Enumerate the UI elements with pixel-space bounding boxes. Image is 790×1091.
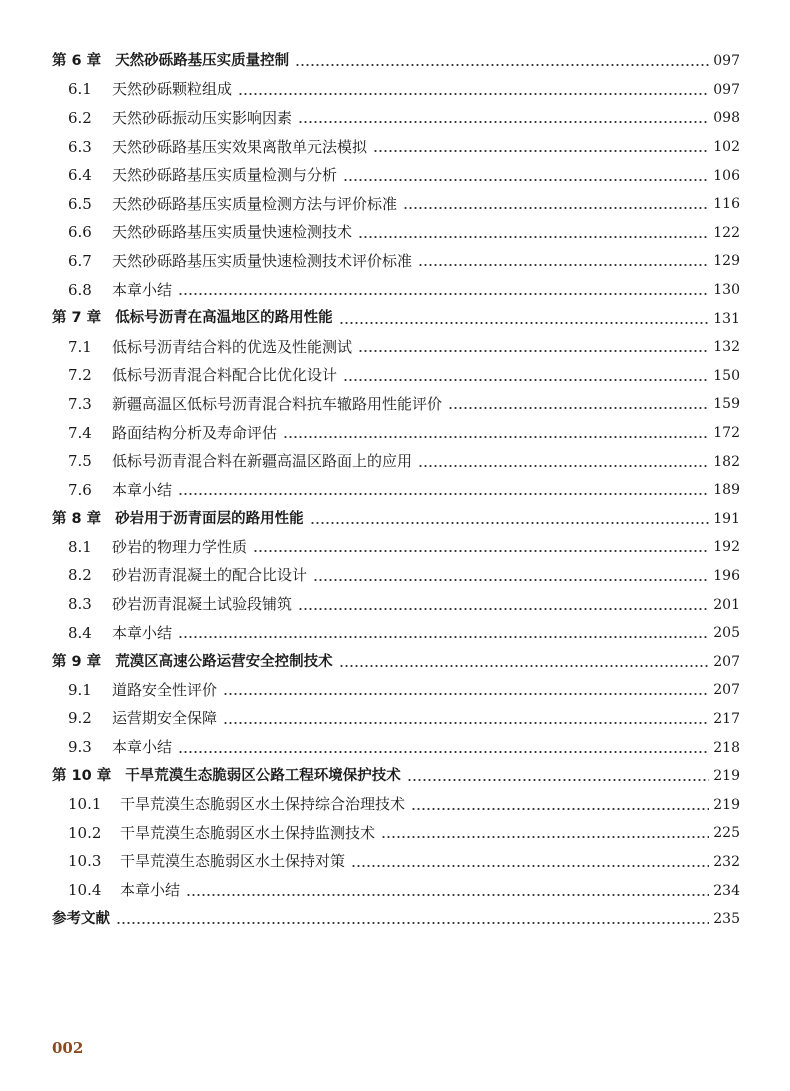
toc-entry-title: 天然砂砾振动压实影响因素 — [112, 108, 293, 127]
toc-section-entry — [52, 533, 740, 562]
toc-entry-page: 106 — [713, 167, 740, 184]
toc-entry-page: 234 — [713, 882, 740, 899]
toc-entry-number: 7.3 — [68, 394, 92, 413]
toc-entry-page: 150 — [713, 367, 740, 384]
toc-entry-number: 10.1 — [68, 795, 102, 814]
toc-entry-title: 砂岩的物理力学性质 — [112, 537, 248, 556]
toc-entry-title: 天然砂砾路基压实质量检测方法与评价标准 — [112, 194, 398, 213]
toc-entry-number: 6.6 — [68, 223, 92, 242]
toc-entry-page: 205 — [713, 625, 740, 642]
toc-entry-title: 荒漠区高速公路运营安全控制技术 — [115, 653, 333, 670]
dot-leader — [381, 835, 709, 839]
toc-section-entry — [52, 676, 740, 705]
toc-entry-page: 132 — [713, 339, 740, 356]
dot-leader — [373, 149, 709, 153]
toc-entry-page: 192 — [713, 539, 740, 556]
toc-entry-page: 131 — [713, 310, 740, 327]
toc-entry-page: 130 — [713, 282, 740, 299]
toc-section-entry — [52, 190, 740, 219]
dot-leader — [295, 63, 709, 67]
toc-section-entry — [52, 590, 740, 619]
toc-chapter-entry — [52, 47, 740, 76]
toc-entry-title: 干旱荒漠生态脆弱区公路工程环境保护技术 — [125, 767, 401, 784]
toc-entry-page: 201 — [713, 596, 740, 613]
toc-entry-page: 097 — [713, 81, 740, 98]
dot-leader — [411, 807, 709, 811]
dot-leader — [358, 349, 709, 353]
toc-entry-title: 天然砂砾路基压实质量快速检测技术评价标准 — [112, 251, 413, 270]
dot-leader — [358, 235, 709, 239]
dot-leader — [418, 263, 709, 267]
dot-leader — [310, 521, 710, 525]
toc-entry-page: 172 — [713, 425, 740, 442]
toc-entry-title: 天然砂砾路基压实质量检测与分析 — [112, 166, 338, 185]
toc-entry-page: 129 — [713, 253, 740, 270]
dot-leader — [448, 406, 709, 410]
toc-entry-number: 10.4 — [68, 881, 102, 900]
toc-entry-page: 219 — [713, 768, 740, 785]
toc-section-entry — [52, 562, 740, 591]
toc-entry-title: 干旱荒漠生态脆弱区水土保持对策 — [120, 852, 346, 871]
toc-entry-number: 7.6 — [68, 480, 92, 499]
toc-entry-page: 159 — [713, 396, 740, 413]
toc-entry-page: 122 — [713, 224, 740, 241]
toc-entry-title: 天然砂砾颗粒组成 — [112, 80, 233, 99]
toc-section-entry — [52, 476, 740, 505]
toc-entry-page: 218 — [713, 739, 740, 756]
toc-section-entry — [52, 333, 740, 362]
toc-entry-title: 本章小结 — [112, 480, 173, 499]
toc-entry-page: 207 — [713, 653, 740, 670]
dot-leader — [178, 492, 709, 496]
toc-entry-number: 8.4 — [68, 623, 92, 642]
dot-leader — [418, 464, 709, 468]
toc-entry-title: 本章小结 — [112, 280, 173, 299]
toc-entry-title: 天然砂砾路基压实质量快速检测技术 — [112, 223, 353, 242]
dot-leader — [186, 893, 709, 897]
toc-entry-number: 8.2 — [68, 566, 92, 585]
toc-section-entry — [52, 390, 740, 419]
toc-entry-title: 低标号沥青在高温地区的路用性能 — [115, 310, 333, 327]
dot-leader — [403, 206, 709, 210]
toc-entry-title: 本章小结 — [112, 623, 173, 642]
toc-entry-title: 新疆高温区低标号沥青混合料抗车辙路用性能评价 — [112, 394, 443, 413]
toc-entry-number: 7.2 — [68, 366, 92, 385]
toc-entry-page: 207 — [713, 682, 740, 699]
dot-leader — [223, 721, 709, 725]
toc-entry-title: 路面结构分析及寿命评估 — [112, 423, 278, 442]
toc-entry-number: 第 9 章 — [52, 653, 102, 670]
toc-entry-page: 116 — [713, 196, 740, 213]
dot-leader — [339, 664, 710, 668]
toc-entry-title: 本章小结 — [120, 881, 181, 900]
toc-entry-page: 219 — [713, 796, 740, 813]
toc-chapter-entry — [52, 505, 740, 534]
toc-entry-title: 参考文献 — [52, 910, 110, 927]
toc-entry-number: 6.4 — [68, 166, 92, 185]
toc-entry-number: 6.2 — [68, 108, 92, 127]
toc-section-entry — [52, 76, 740, 105]
toc-section-entry — [52, 219, 740, 248]
toc-entry-number: 9.3 — [68, 738, 92, 757]
dot-leader — [178, 750, 709, 754]
toc-entry-title: 天然砂砾路基压实质量控制 — [115, 53, 290, 70]
toc-entry-page: 217 — [713, 710, 740, 727]
toc-section-entry — [52, 705, 740, 734]
dot-leader — [253, 549, 709, 553]
toc-section-entry — [52, 161, 740, 190]
toc-entry-number: 6.1 — [68, 80, 92, 99]
toc-chapter-entry — [52, 905, 740, 934]
dot-leader — [407, 778, 709, 782]
toc-entry-number: 6.5 — [68, 194, 92, 213]
toc-chapter-entry — [52, 762, 740, 791]
toc-entry-title: 干旱荒漠生态脆弱区水土保持监测技术 — [120, 823, 376, 842]
toc-entry-title: 干旱荒漠生态脆弱区水土保持综合治理技术 — [120, 795, 406, 814]
toc-entry-number: 8.3 — [68, 595, 92, 614]
toc-chapter-entry — [52, 647, 740, 676]
toc-entry-number: 6.8 — [68, 280, 92, 299]
toc-entry-page: 102 — [713, 139, 740, 156]
toc-entry-title: 运营期安全保障 — [112, 709, 218, 728]
toc-entry-title: 低标号沥青结合料的优选及性能测试 — [112, 337, 353, 356]
toc-entry-page: 097 — [713, 53, 740, 70]
toc-entry-number: 第 6 章 — [52, 53, 102, 70]
dot-leader — [313, 578, 709, 582]
toc-section-entry — [52, 619, 740, 648]
dot-leader — [343, 378, 709, 382]
toc-entry-title: 天然砂砾路基压实效果离散单元法模拟 — [112, 137, 368, 156]
toc-entry-number: 10.2 — [68, 823, 102, 842]
toc-entry-title: 本章小结 — [112, 738, 173, 757]
dot-leader — [178, 292, 709, 296]
dot-leader — [351, 864, 709, 868]
toc-entry-title: 砂岩沥青混凝土试验段铺筑 — [112, 595, 293, 614]
toc-entry-page: 182 — [713, 453, 740, 470]
dot-leader — [116, 921, 709, 925]
toc-entry-page: 189 — [713, 482, 740, 499]
toc-section-entry — [52, 247, 740, 276]
dot-leader — [298, 607, 709, 611]
dot-leader — [283, 435, 709, 439]
toc-entry-title: 低标号沥青混合料配合比优化设计 — [112, 366, 338, 385]
toc-entry-number: 第 10 章 — [52, 767, 112, 784]
toc-entry-page: 235 — [713, 911, 740, 928]
toc-entry-page: 196 — [713, 567, 740, 584]
toc-section-entry — [52, 848, 740, 877]
toc-section-entry — [52, 276, 740, 305]
toc-section-entry — [52, 876, 740, 905]
toc-section-entry — [52, 104, 740, 133]
toc-entry-number: 9.2 — [68, 709, 92, 728]
toc-entry-title: 砂岩用于沥青面层的路用性能 — [115, 510, 304, 527]
toc-section-entry — [52, 447, 740, 476]
toc-entry-number: 第 7 章 — [52, 310, 102, 327]
toc-entry-number: 8.1 — [68, 537, 92, 556]
dot-leader — [339, 321, 710, 325]
toc-entry-number: 第 8 章 — [52, 510, 102, 527]
toc-entry-number: 7.4 — [68, 423, 92, 442]
toc-entry-number: 6.7 — [68, 251, 92, 270]
toc-entry-page: 225 — [713, 825, 740, 842]
dot-leader — [298, 120, 709, 124]
toc-entry-title: 低标号沥青混合料在新疆高温区路面上的应用 — [112, 452, 413, 471]
toc-entry-number: 6.3 — [68, 137, 92, 156]
toc-section-entry — [52, 133, 740, 162]
toc-entry-title: 道路安全性评价 — [112, 680, 218, 699]
toc-section-entry — [52, 733, 740, 762]
dot-leader — [343, 178, 709, 182]
toc-section-entry — [52, 819, 740, 848]
page-number: 002 — [52, 1039, 84, 1057]
toc-entry-page: 232 — [713, 853, 740, 870]
toc-entry-number: 7.5 — [68, 452, 92, 471]
dot-leader — [238, 92, 709, 96]
toc-chapter-entry — [52, 304, 740, 333]
toc-section-entry — [52, 790, 740, 819]
dot-leader — [178, 635, 709, 639]
dot-leader — [223, 692, 709, 696]
toc-entry-title: 砂岩沥青混凝土的配合比设计 — [112, 566, 308, 585]
table-of-contents — [52, 47, 740, 933]
toc-section-entry — [52, 362, 740, 391]
toc-entry-page: 191 — [713, 510, 740, 527]
toc-section-entry — [52, 419, 740, 448]
toc-entry-number: 10.3 — [68, 852, 102, 871]
toc-entry-number: 7.1 — [68, 337, 92, 356]
toc-entry-number: 9.1 — [68, 680, 92, 699]
toc-entry-page: 098 — [713, 110, 740, 127]
